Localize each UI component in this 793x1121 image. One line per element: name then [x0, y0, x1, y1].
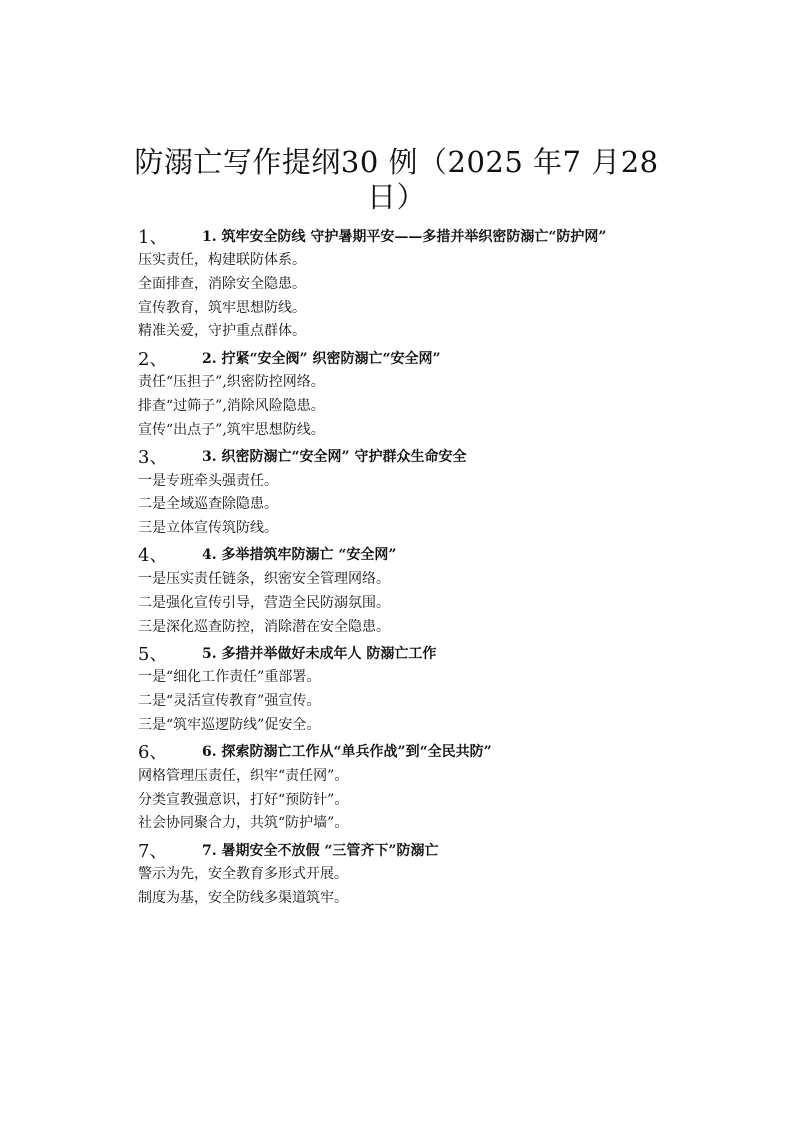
item-number: 5、 [138, 643, 168, 665]
item-point: 宣传教育，筑牢思想防线。 [138, 299, 306, 316]
item-number: 6、 [138, 742, 168, 764]
item-point: 三是深化巡查防控，消除潜在安全隐患。 [138, 618, 390, 635]
outline-item-header [138, 541, 738, 568]
item-heading: 4. 多举措筑牢防溺亡 “安全网” [202, 547, 397, 564]
outline-item [138, 738, 738, 836]
outline-item-header [138, 222, 738, 249]
item-point: 社会协同聚合力，共筑“防护墙”。 [138, 815, 349, 832]
item-number: 3、 [138, 447, 168, 469]
item-heading: 5. 多措并举做好未成年人 防溺亡工作 [202, 645, 437, 662]
item-number: 1、 [138, 226, 168, 248]
outline-item-header [138, 738, 738, 765]
item-point: 三是“筑牢巡逻防线”促安全。 [138, 716, 321, 733]
outline-item [138, 344, 738, 442]
item-heading: 2. 拧紧“安全阀” 织密防溺亡“安全网” [202, 350, 441, 367]
item-point: 二是“灵活宣传教育”强宣传。 [138, 693, 321, 710]
item-point: 一是“细化工作责任”重部署。 [138, 669, 321, 686]
item-number: 7、 [138, 840, 168, 862]
outline-item [138, 443, 738, 541]
item-point: 三是立体宣传筑防线。 [138, 520, 278, 537]
item-heading: 1. 筑牢安全防线 守护暑期平安——多措并举织密防溺亡“防护网” [202, 228, 607, 245]
outline-item [138, 222, 738, 344]
item-point: 精准关爱，守护重点群体。 [138, 323, 306, 340]
item-point: 责任“压担子”,织密防控网络。 [138, 374, 325, 391]
item-point: 宣传“出点子”,筑牢思想防线。 [138, 421, 325, 438]
item-point: 警示为先，安全教育多形式开展。 [138, 866, 348, 883]
item-point: 网格管理压责任，织牢“责任网”。 [138, 767, 349, 784]
document-content [138, 222, 738, 911]
item-point: 全面排查，消除安全隐患。 [138, 275, 306, 292]
item-point: 二是全域巡查除隐患。 [138, 496, 278, 513]
item-point: 制度为基，安全防线多渠道筑牢。 [138, 889, 348, 906]
outline-item [138, 836, 738, 911]
item-number: 2、 [138, 348, 168, 370]
item-heading: 3. 织密防溺亡“安全网” 守护群众生命安全 [202, 449, 467, 466]
item-number: 4、 [138, 545, 168, 567]
item-point: 一是专班牵头强责任。 [138, 472, 278, 489]
outline-item-header [138, 639, 738, 666]
item-point: 分类宣教强意识，打好“预防针”。 [138, 791, 349, 808]
item-point: 一是压实责任链条，织密安全管理网络。 [138, 570, 390, 587]
item-point: 压实责任，构建联防体系。 [138, 252, 306, 268]
item-point: 排查“过筛子”,消除风险隐患。 [138, 397, 325, 414]
item-heading: 6. 探索防溺亡工作从“单兵作战”到“全民共防” [202, 744, 492, 761]
item-heading: 7. 暑期安全不放假 “三管齐下”防溺亡 [202, 842, 439, 859]
outline-item [138, 541, 738, 639]
document-title: 防溺亡写作提纲30 例（2025 年7 月28 日） [134, 145, 659, 214]
item-point: 二是强化宣传引导，营造全民防溺氛围。 [138, 594, 390, 611]
outline-item-header [138, 443, 738, 470]
outline-item-header [138, 344, 738, 371]
outline-item-header [138, 836, 738, 863]
outline-item [138, 639, 738, 737]
